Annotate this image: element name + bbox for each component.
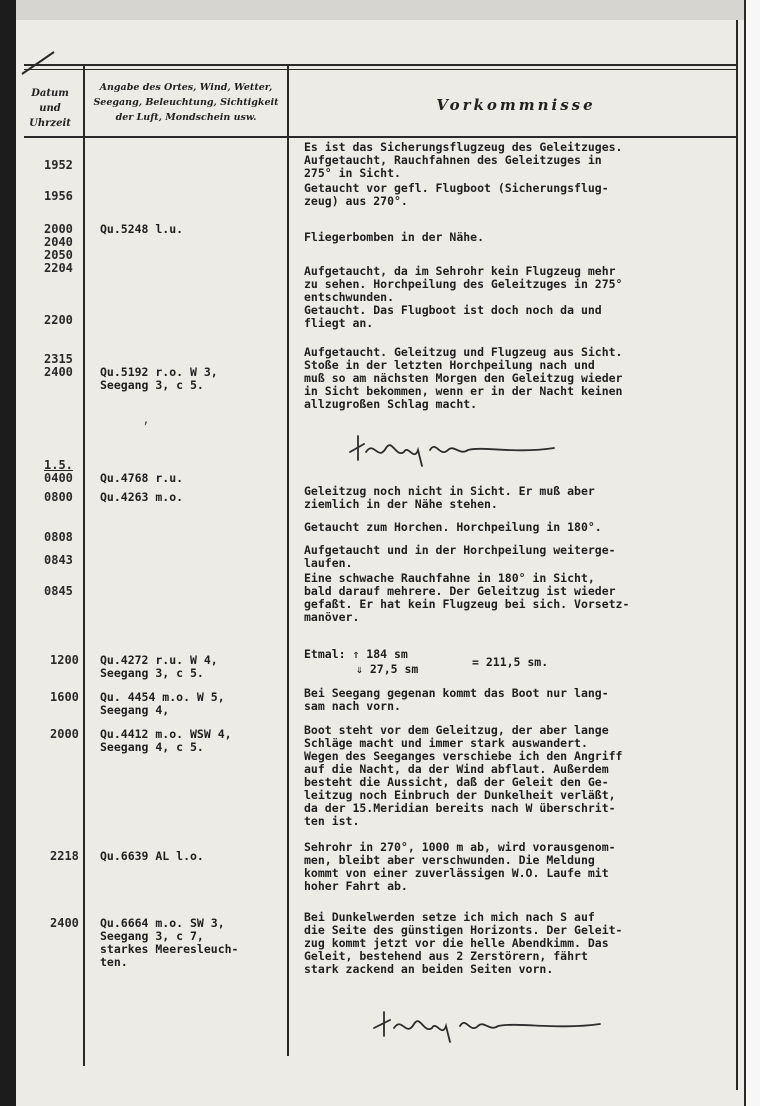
event-line: entschwunden. <box>304 290 395 304</box>
event-line: auf die Nacht, da der Wind abflaut. Außerdem <box>304 762 609 776</box>
time-entry: 2400 <box>50 916 79 930</box>
event-line: sam nach vorn. <box>304 699 401 713</box>
place-entry: Qu.6639 AL l.o. <box>100 849 204 863</box>
event-line: men, bleibt aber verschwunden. Die Meldung <box>304 853 595 867</box>
place-entry: Seegang 4, c 5. <box>100 740 204 754</box>
time-entry: 0808 <box>44 530 73 544</box>
header-rule <box>24 136 736 138</box>
event-line: leitzug noch Einbruch der Dunkelheit verläßt, <box>304 788 616 802</box>
time-entry: 0845 <box>44 584 73 598</box>
event-line: zu sehen. Horchpeilung des Geleitzuges in 275° <box>304 277 623 291</box>
top-rule <box>24 64 736 66</box>
etmal-value: ⇓ 27,5 sm <box>356 662 419 676</box>
event-line: Bei Dunkelwerden setze ich mich nach S auf <box>304 910 595 924</box>
time-entry: 0400 <box>44 471 73 485</box>
event-line: Geleitzug noch nicht in Sicht. Er muß aber <box>304 484 595 498</box>
place-entry: Qu.4412 m.o. WSW 4, <box>100 727 232 741</box>
event-line: allzugroßen Schlag macht. <box>304 397 478 411</box>
commander-signature-1 <box>344 426 564 470</box>
event-line: Stoße in der letzten Horchpeilung nach und <box>304 358 595 372</box>
event-line: Getaucht vor gefl. Flugboot (Sicherungsflug- <box>304 181 609 195</box>
header-place-line: Angabe des Ortes, Wind, Wetter, <box>99 82 273 93</box>
etmal-total: = 211,5 sm. <box>472 655 549 669</box>
event-line: zeug) aus 270°. <box>304 194 408 208</box>
corner-stroke <box>20 48 60 78</box>
header-date-line: Datum <box>31 88 69 99</box>
event-line: da der 15.Meridian bereits nach W überschrit- <box>304 801 616 815</box>
event-line: gefaßt. Er hat kein Flugzeug bei sich. Vorsetz- <box>304 597 630 611</box>
time-entry: 2204 <box>44 261 73 275</box>
header-date-line: Uhrzeit <box>29 118 71 129</box>
place-entry: starkes Meeresleuch- <box>100 942 239 956</box>
column-divider-1 <box>83 66 85 1066</box>
place-entry: Seegang 4, <box>100 703 170 717</box>
event-line: ziemlich in der Nähe stehen. <box>304 497 498 511</box>
log-page <box>16 0 746 1106</box>
event-line: Aufgetaucht, da im Sehrohr kein Flugzeug mehr <box>304 264 616 278</box>
event-line: manöver. <box>304 610 360 624</box>
time-entry: 1952 <box>44 158 73 172</box>
place-entry: ten. <box>100 955 128 969</box>
event-line: Bei Seegang gegenan kommt das Boot nur lang- <box>304 686 609 700</box>
event-line: laufen. <box>304 556 353 570</box>
event-line: Boot steht vor dem Geleitzug, der aber lange <box>304 723 609 737</box>
header-events-column: Vorkommnisse <box>436 96 596 114</box>
event-line: ten ist. <box>304 814 360 828</box>
time-entry: 0843 <box>44 553 73 567</box>
event-line: Aufgetaucht und in der Horchpeilung weitergе- <box>304 543 616 557</box>
place-entry: Qu. 4454 m.o. W 5, <box>100 690 225 704</box>
event-line: in Sicht bekommen, wenn er in der Nacht keinen <box>304 384 623 398</box>
event-line: Geleit, bestehend aus 2 Zerstörern, fährt <box>304 949 588 963</box>
place-entry: Qu.4768 r.u. <box>100 471 184 485</box>
time-entry: 2040 <box>44 235 73 249</box>
scan-right-margin <box>744 0 760 1106</box>
time-entry: 1956 <box>44 189 73 203</box>
right-border <box>736 20 738 1090</box>
event-line: stark zackend an beiden Seiten vorn. <box>304 962 554 976</box>
commander-signature-2 <box>368 1002 608 1046</box>
place-entry: Qu.4263 m.o. <box>100 490 184 504</box>
header-place-line: der Luft, Mondschein usw. <box>115 112 257 123</box>
top-rule-thin <box>24 69 736 70</box>
place-entry: Qu.5192 r.o. W 3, <box>100 365 218 379</box>
page-top-shadow <box>16 0 744 20</box>
time-entry: 2000 <box>44 222 73 236</box>
place-entry: Qu.6664 m.o. SW 3, <box>100 916 225 930</box>
time-entry: 2000 <box>50 727 79 741</box>
event-line: hoher Fahrt ab. <box>304 879 408 893</box>
column-divider-2 <box>287 66 289 1056</box>
event-line: Eine schwache Rauchfahne in 180° in Sicht, <box>304 571 595 585</box>
event-line: Aufgetaucht, Rauchfahnen des Geleitzuges in <box>304 153 602 167</box>
event-line: Sehrohr in 270°, 1000 m ab, wird vorausgenom- <box>304 840 616 854</box>
time-entry: 1600 <box>50 690 79 704</box>
event-line: muß so am nächsten Morgen den Geleitzug wieder <box>304 371 623 385</box>
place-entry: Qu.4272 r.u. W 4, <box>100 653 218 667</box>
time-entry: 2218 <box>50 849 79 863</box>
time-entry: 2315 <box>44 352 73 366</box>
time-entry: 1200 <box>50 653 79 667</box>
place-entry: Seegang 3, c 5. <box>100 378 204 392</box>
date-entry: 1.5. <box>44 458 73 472</box>
event-line: fliegt an. <box>304 316 374 330</box>
scan-left-edge <box>0 0 16 1106</box>
header-place-column <box>86 80 286 125</box>
time-entry: 2200 <box>44 313 73 327</box>
event-line: kommt von einer zuverlässigen W.O. Laufe mit <box>304 866 609 880</box>
header-date-line: und <box>39 103 61 114</box>
etmal-label: Etmal: ⇑ 184 sm <box>304 647 408 661</box>
event-line: die Seite des günstigen Horizonts. Der Geleit- <box>304 923 623 937</box>
place-entry: Seegang 3, c 5. <box>100 666 204 680</box>
time-entry: 2050 <box>44 248 73 262</box>
margin-mark: ’ <box>142 420 150 434</box>
place-entry: Seegang 3, c 7, <box>100 929 204 943</box>
header-place-line: Seegang, Beleuchtung, Sichtigkeit <box>93 97 279 108</box>
header-date-column <box>18 86 82 131</box>
event-line: Getaucht zum Horchen. Horchpeilung in 180°. <box>304 520 602 534</box>
event-line: Schläge macht und immer stark auswandert. <box>304 736 588 750</box>
event-line: Fliegerbomben in der Nähe. <box>304 230 485 244</box>
time-entry: 0800 <box>44 490 73 504</box>
event-line: Getaucht. Das Flugboot ist doch noch da und <box>304 303 602 317</box>
event-line: Es ist das Sicherungsflugzeug des Geleitzuges. <box>304 140 623 154</box>
event-line: besteht die Aussicht, daß der Geleit den Ge- <box>304 775 609 789</box>
event-line: 275° in Sicht. <box>304 166 401 180</box>
event-line: Aufgetaucht. Geleitzug und Flugzeug aus Sicht. <box>304 345 623 359</box>
place-entry: Qu.5248 l.u. <box>100 222 184 236</box>
event-line: zug kommt jetzt vor die helle Abendkimm. Das <box>304 936 609 950</box>
time-entry: 2400 <box>44 365 73 379</box>
event-line: bald darauf mehrere. Der Geleitzug ist wieder <box>304 584 616 598</box>
event-line: Wegen des Seeganges verschiebe ich den Angriff <box>304 749 623 763</box>
